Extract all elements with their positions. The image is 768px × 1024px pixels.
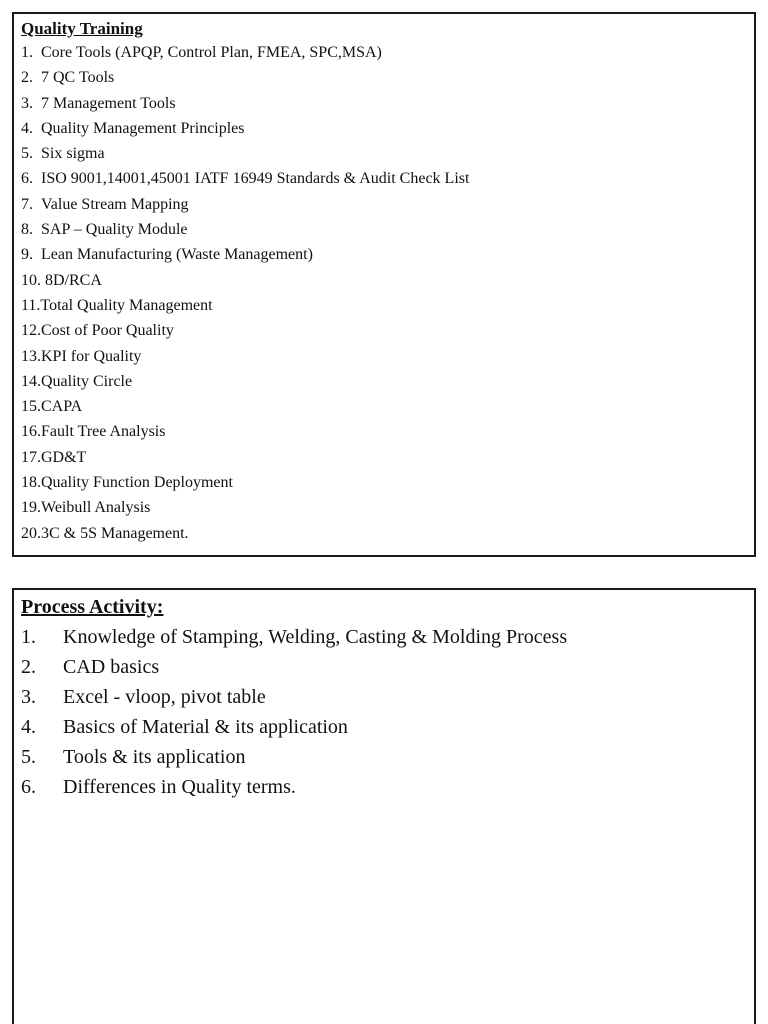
list-item-number: 9. [21, 246, 41, 264]
list-item-number: 2. [21, 69, 41, 87]
list-item-number: 13. [21, 347, 41, 365]
list-item-text: ISO 9001,14001,45001 IATF 16949 Standards & Audit Check List [41, 170, 470, 188]
list-item-text: GD&T [41, 448, 87, 466]
list-item-number: 8. [21, 221, 41, 239]
list-item-text: 7 QC Tools [41, 69, 115, 87]
list-item-text: Quality Circle [41, 372, 133, 390]
list-item-text: Basics of Material & its application [63, 716, 348, 738]
list-item-text: Total Quality Management [40, 296, 213, 314]
list-item-number: 6. [21, 776, 36, 798]
list-item-number: 19. [21, 499, 41, 517]
list-item-number: 14. [21, 372, 41, 390]
list-item-text: CAD basics [63, 656, 160, 678]
process-activity-box [12, 588, 756, 1024]
list-item-number: 20. [21, 524, 41, 542]
list-item-number: 10. [21, 271, 45, 289]
list-item [21, 521, 754, 546]
list-item-number: 2. [21, 656, 36, 678]
list-item-number: 18. [21, 474, 41, 492]
list-item [21, 772, 754, 802]
list-item-text: SAP – Quality Module [41, 221, 188, 239]
list-item [21, 652, 754, 682]
list-item [21, 622, 754, 652]
process-activity-list [21, 622, 754, 802]
list-item-text: 8D/RCA [45, 271, 102, 289]
list-item-number: 1. [21, 626, 36, 648]
list-item [21, 470, 754, 495]
list-item-text: Fault Tree Analysis [41, 423, 166, 441]
list-item-number: 12. [21, 322, 41, 340]
list-item-number: 3. [21, 686, 36, 708]
list-item [21, 419, 754, 444]
list-item-number: 5. [21, 145, 41, 163]
quality-training-box [12, 12, 756, 557]
list-item-text: Value Stream Mapping [41, 195, 189, 213]
list-item-number: 5. [21, 746, 36, 768]
list-item [21, 91, 754, 116]
list-item [21, 116, 754, 141]
list-item-text: Lean Manufacturing (Waste Management) [41, 246, 313, 264]
list-item-number: 15. [21, 398, 41, 416]
list-item-number: 1. [21, 44, 41, 61]
list-item-text: 7 Management Tools [41, 94, 176, 112]
list-item [21, 65, 754, 90]
list-item [21, 742, 754, 772]
list-item [21, 166, 754, 191]
process-activity-heading: Process Activity: [21, 596, 164, 618]
list-item-text: Excel - vloop, pivot table [63, 686, 266, 708]
list-item-number: 11. [21, 296, 41, 314]
list-item-text: Quality Management Principles [41, 119, 245, 137]
list-item-text: Cost of Poor Quality [41, 322, 174, 340]
list-item-text: Quality Function Deployment [41, 474, 233, 492]
list-item-number: 3. [21, 94, 41, 112]
list-item [21, 712, 754, 742]
list-item [21, 445, 754, 470]
list-item-text: Differences in Quality terms. [63, 776, 296, 798]
list-item [21, 217, 754, 242]
list-item-number: 17. [21, 448, 41, 466]
list-item [21, 318, 754, 343]
list-item [21, 293, 754, 318]
list-item [21, 268, 754, 293]
list-item-number: 16. [21, 423, 41, 441]
list-item-text: 3C & 5S Management. [41, 524, 189, 542]
list-item [21, 141, 754, 166]
list-item-text: Knowledge of Stamping, Welding, Casting & Molding Process [63, 626, 568, 648]
list-item [21, 369, 754, 394]
list-item-text: KPI for Quality [41, 347, 142, 365]
list-item [21, 344, 754, 369]
list-item-number: 4. [21, 716, 36, 738]
list-item-number: 6. [21, 170, 41, 188]
list-item [21, 394, 754, 419]
quality-training-heading: Quality Training [21, 19, 143, 38]
quality-training-list [21, 40, 754, 546]
list-item-text: Weibull Analysis [41, 499, 151, 517]
list-item-text: Tools & its application [63, 746, 246, 768]
list-item [21, 242, 754, 267]
list-item [21, 495, 754, 520]
list-item-number: 4. [21, 119, 41, 137]
list-item [21, 40, 754, 65]
list-item [21, 682, 754, 712]
list-item-text: Core Tools (APQP, Control Plan, FMEA, SPC,MSA) [41, 44, 382, 61]
list-item-text: CAPA [41, 398, 83, 416]
list-item-number: 7. [21, 195, 41, 213]
list-item [21, 192, 754, 217]
list-item-text: Six sigma [41, 145, 105, 163]
